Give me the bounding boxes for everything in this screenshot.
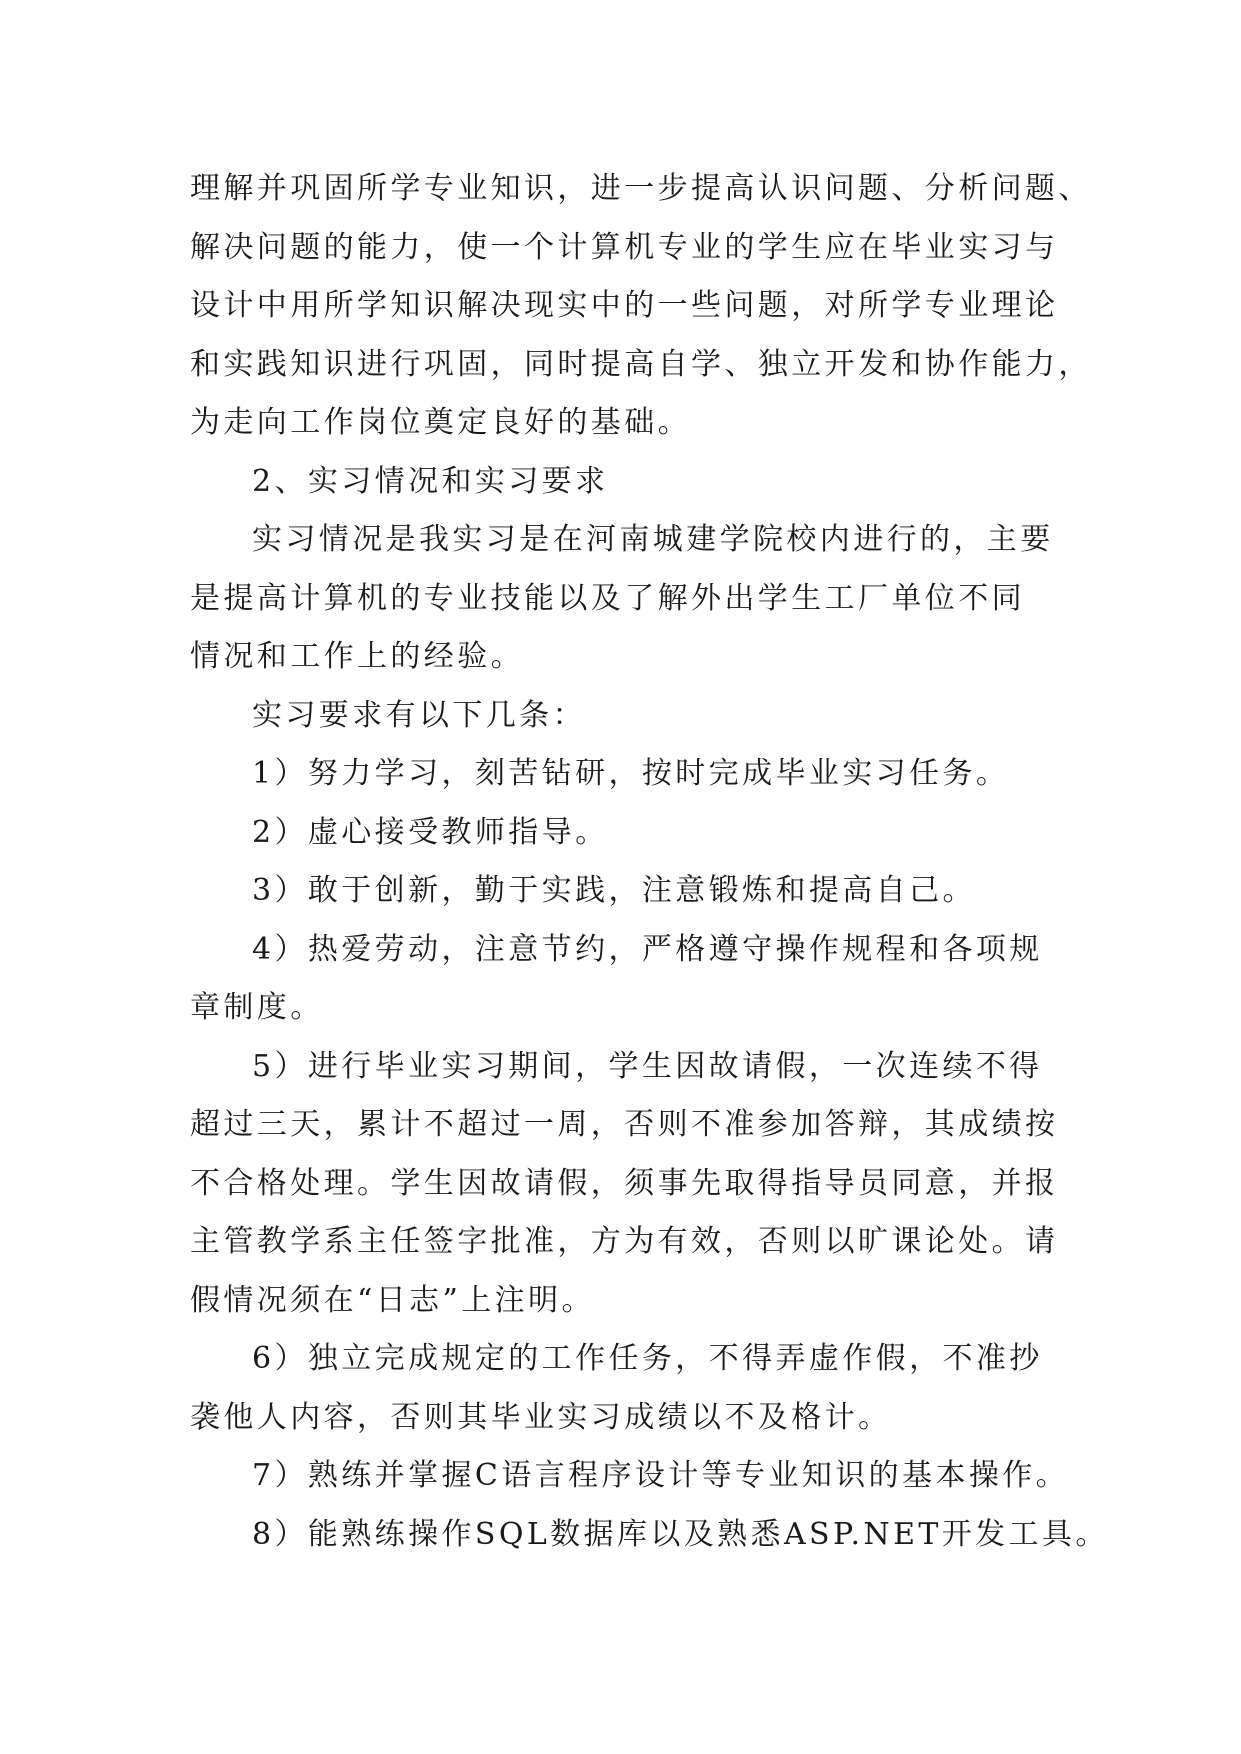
text-line: 设计中用所学知识解决现实中的一些问题，对所学专业理论: [190, 288, 1059, 323]
list-item: 8）能熟练操作SQL数据库以及熟悉ASP.NET开发工具。: [252, 1516, 1109, 1552]
text-line: 实习要求有以下几条：: [252, 697, 586, 733]
list-item: 6）独立完成规定的工作任务，不得弄虚作假，不准抄: [252, 1341, 1043, 1376]
text-line: 袭他人内容，否则其毕业实习成绩以不及格计。: [190, 1399, 892, 1435]
list-item: 2）虚心接受教师指导。: [252, 814, 609, 850]
text-line: 为走向工作岗位奠定良好的基础。: [190, 405, 691, 440]
text-line: 和实践知识进行巩固，同时提高自学、独立开发和协作能力，: [190, 346, 1092, 382]
list-item: 7）熟练并掌握C语言程序设计等专业知识的基本操作。: [252, 1458, 1070, 1493]
text-line: 超过三天，累计不超过一周，否则不准参加答辩，其成绩按: [190, 1107, 1059, 1142]
text-line: 解决问题的能力，使一个计算机专业的学生应在毕业实习与: [190, 229, 1059, 265]
text-line: 主管教学系主任签字批准，方为有效，否则以旷课论处。请: [190, 1224, 1059, 1259]
text-line: 情况和工作上的经验。: [190, 639, 524, 674]
list-item: 5）进行毕业实习期间，学生因故请假，一次连续不得: [252, 1048, 1043, 1084]
text-line: 理解并巩固所学专业知识，进一步提高认识问题、分析问题、: [190, 171, 1092, 206]
text-line: 章制度。: [190, 990, 324, 1025]
section-heading: 2、实习情况和实习要求: [252, 463, 609, 499]
text-line: 假情况须在“日志”上注明。: [190, 1282, 595, 1318]
text-line: 不合格处理。学生因故请假，须事先取得指导员同意，并报: [190, 1165, 1059, 1201]
list-item: 4）热爱劳动，注意节约，严格遵守操作规程和各项规: [252, 931, 1043, 967]
text-line: 实习情况是我实习是在河南城建学院校内进行的，主要: [252, 522, 1054, 557]
list-item: 3）敢于创新，勤于实践，注意锻炼和提高自己。: [252, 873, 976, 908]
document-body: [190, 160, 1109, 1564]
text-line: 是提高计算机的专业技能以及了解外出学生工厂单位不同: [190, 580, 1025, 616]
list-item: 1）努力学习，刻苦钻研，按时完成毕业实习任务。: [252, 756, 1010, 791]
